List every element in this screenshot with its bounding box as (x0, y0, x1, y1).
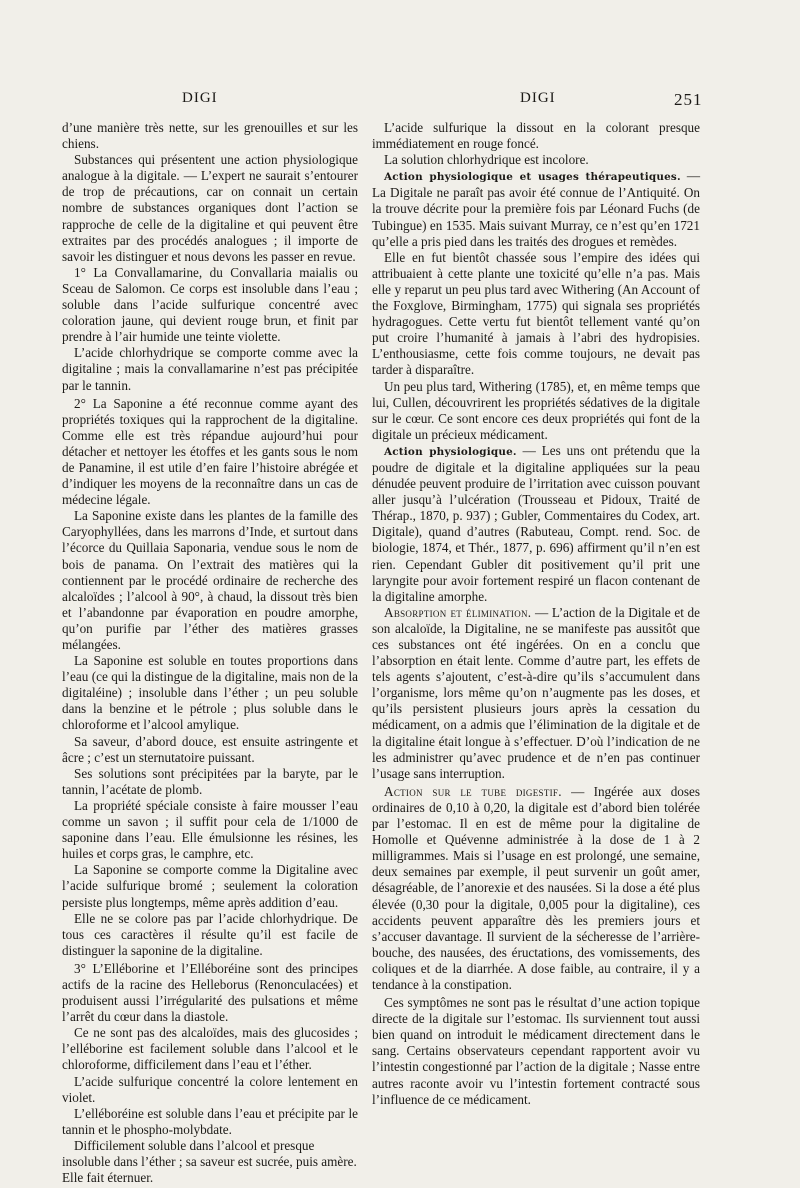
page-number: 251 (674, 90, 703, 109)
paragraph: Sa saveur, d’abord douce, est ensuite astringente et âcre ; c’est un sternutatoire puissant. (62, 733, 358, 765)
paragraph: Ces symptômes ne sont pas le résultat d’une action topique directe de la digitale sur l’estomac. Ils surviennent tout aussi bien quand on introduit le médicament directement dans le sang. Certains observateurs cependant rapportent avoir vu l’intestin congestionné par l’action de la digitale ; Nasse entre autres raconte avoir vu l’intestin fortement contracté sous l’influence de ce médicament. (372, 995, 700, 1107)
paragraph: Difficilement soluble dans l’alcool et presque insoluble dans l’éther ; sa saveur est sucrée, puis amère. Elle fait éternuer. (62, 1137, 357, 1186)
section-heading: Action physiologique. (384, 445, 517, 458)
section-heading: Action sur le tube digestif. (384, 783, 562, 799)
left-column (62, 120, 358, 1186)
paragraph: La Saponine existe dans les plantes de la famille des Caryophyllées, dans les marrons d’Inde, et surtout dans l’écorce du Quillaia Saponaria, vendue sous le nom de bois de panama. On l’extrait des matières qui la contiennent par le procédé ordinaire de recherche des alcaloïdes ; l’alcool à 90°, à chaud, la dissout très bien et l’abandonne par évaporation en poudre amorphe, qu’on purifie par l’éther des matières grasses mélangées. (62, 508, 358, 652)
paragraph: La Saponine se comporte comme la Digitaline avec l’acide sulfurique bromé ; seulement la coloration persiste plus longtemps, même après addition d’eau. (62, 862, 358, 910)
right-column (372, 120, 700, 1108)
paragraph: Substances qui présentent une action physiologique analogue à la digitale. — L’expert ne saurait s’entourer de trop de précautions, car on connait un certain nombre de substances organiques dont l’action se rapproche de celle de la digitaline et qui peuvent être extraites par des procédés analogues ; il importe de savoir les distinguer et nous devons les passer en revue. (62, 152, 358, 264)
running-head-right: DIGI (520, 90, 556, 106)
paragraph: 3° L’Elléborine et l’Elléboréine sont des principes actifs de la racine des Helleborus (Renonculacées) et produisent aussi l’irrégularité des pulsations et même l’arrêt du cœur dans la diastole. (62, 960, 358, 1025)
paragraph: L’acide chlorhydrique se comporte comme avec la digitaline ; mais la convallamarine n’est pas précipitée par le tannin. (62, 345, 358, 393)
paragraph-text: — L’action de la Digitale et de son alcaloïde, la Digitaline, ne se manifeste pas aussitôt que ces substances ont été ingérées. On en a conclu que l’absorption en était lente. Comme d’autre part, les effets de tels agents s’ajoutent, c’est-à-dire qu’ils s’accumulent dans l’organisme, lors même qu’on n’augmente pas les doses, et qu’ils persistent plusieurs jours après la cessation du médicament, on a admis que l’élimination de la digitale et de la digitaline était longue à s’effectuer. D’où l’indication de ne les administrer qu’avec prudence et de n’en pas continuer l’usage sans interruption. (372, 604, 700, 781)
paragraph-text: — Ingérée aux doses ordinaires de 0,10 à 0,20, la digitale est d’abord bien tolérée par l’estomac. Il en est de même pour la digitaline de Homolle et Quévenne administrée à la dose de 1 à 2 milligrammes. Mais si l’usage en est prolongé, une semaine, deux semaines par exemple, il peut survenir un goût amer, désagréable, de l’anorexie et des nausées. Si la dose a été plus élevée (0,30 pour la digitale, 0,005 pour la digitaline), ces accidents peuvent apparaître dès les premiers jours et s’accuser davantage. Il survient de la sécheresse de l’arrière-bouche, des nausées, des éructations, des vomissements, des coliques et de la diarrhée. A dose faible, au contraire, il y a tendance à la constipation. (372, 783, 700, 992)
paragraph: Un peu plus tard, Withering (1785), et, en même temps que lui, Cullen, découvrirent les propriétés sédatives de la digitale sur le cœur. Ce sont encore ces deux propriétés qui font de la digitale un précieux médicament. (372, 378, 700, 442)
section-paragraph (372, 784, 700, 993)
section-paragraph (372, 605, 700, 782)
running-head-left: DIGI (182, 90, 218, 106)
paragraph: La propriété spéciale consiste à faire mousser l’eau comme un savon ; il suffit pour cela de 1/1000 de saponine dans l’eau. Elle émulsionne les résines, les huiles et corps gras, le camphre, etc. (62, 797, 358, 862)
paragraph: L’acide sulfurique concentré la colore lentement en violet. (62, 1073, 358, 1105)
paragraph: L’acide sulfurique la dissout en la colorant presque immédiatement en rouge foncé. (372, 120, 700, 152)
paragraph: Ses solutions sont précipitées par la baryte, par le tannin, l’acétate de plomb. (62, 765, 358, 797)
section-heading: Action physiologique et usages thérapeutiques. (384, 171, 681, 184)
paragraph: Ce ne sont pas des alcaloïdes, mais des glucosides ; l’elléborine est facilement soluble dans l’alcool et le chloroforme, difficilement dans l’eau et l’éther. (62, 1025, 358, 1073)
paragraph: 1° La Convallamarine, du Convallaria maialis ou Sceau de Salomon. Ce corps est insoluble dans l’eau ; soluble dans l’acide sulfurique concentré avec coloration jaune, qui devient rouge brun, et finit par prendre à l’air humide une teinte violette. (62, 264, 358, 345)
paragraph: Elle en fut bientôt chassée sous l’empire des idées qui attribuaient à cette plante une toxicité qu’elle n’a pas. Mais elle y reparut un peu plus tard avec Withering (An Account of the Foxglove, Birmingham, 1775) qui signala ses propriétés hydragogues. Cette vertu fut bientôt tellement vanté qu’on put croire l’humanité à jamais à l’abri des hydropisies. L’enthousiasme, cette fois comme toujours, ne devait pas tarder à disparaître. (372, 249, 700, 378)
section-paragraph (372, 443, 700, 605)
section-paragraph (372, 168, 700, 249)
paragraph: d’une manière très nette, sur les grenouilles et sur les chiens. (62, 120, 358, 152)
paragraph-text: — La Digitale ne paraît pas avoir été connue de l’Antiquité. On la trouve décrite pour la première fois par Léonard Fuchs (de Tubingue) en 1535. Mais suivant Murray, ce n’est qu’en 1721 qu’elle a pris pied dans les traités des drogues et remèdes. (372, 168, 700, 249)
paragraph: Elle ne se colore pas par l’acide chlorhydrique. De tous ces caractères il résulte qu’il est facile de distinguer la saponine de la digitaline. (62, 910, 358, 958)
paragraph: La solution chlorhydrique est incolore. (384, 152, 589, 168)
paragraph: L’elléboréine est soluble dans l’eau et précipite par le tannin et le phospho-molybdate. (62, 1105, 358, 1137)
paragraph: 2° La Saponine a été reconnue comme ayant des propriétés toxiques qui la rapprochent de la digitaline. Comme elle est très répandue aujourd’hui pour détacher et nettoyer les étoffes et les gants sous le nom de Panamine, il est utile d’en faire l’histoire abrégée et d’indiquer les moyens de la reconnaître dans un cas de médecine légale. (62, 395, 358, 508)
paragraph-text: — Les uns ont prétendu que la poudre de digitale et la digitaline appliquées sur la peau dénudée peuvent produire de l’irritation avec cuisson pouvant aller jusqu’à l’ulcération (Trousseau et Pidoux, Traité de Thérap., 1870, p. 937) ; Gubler, Commentaires du Codex, art. Digitale), quand d’autres (Rabuteau, Compt. rend. Soc. de biologie, 1874, et Thér., 1877, p. 696) affirment qu’il n’en est rien. Cependant Gubler dit positivement qu’il prit une laryngite pour avoir fortement respiré un flacon contenant de la digitaline amorphe. (372, 442, 700, 604)
section-heading: Absorption et élimination. (384, 604, 532, 620)
paragraph: La Saponine est soluble en toutes proportions dans l’eau (ce qui la distingue de la digitaline, mais non de la digitaléine) ; insoluble dans l’éther ; un peu soluble dans la benzine et le pétrole ; plus soluble dans le chloroforme et l’alcool amylique. (62, 653, 358, 733)
